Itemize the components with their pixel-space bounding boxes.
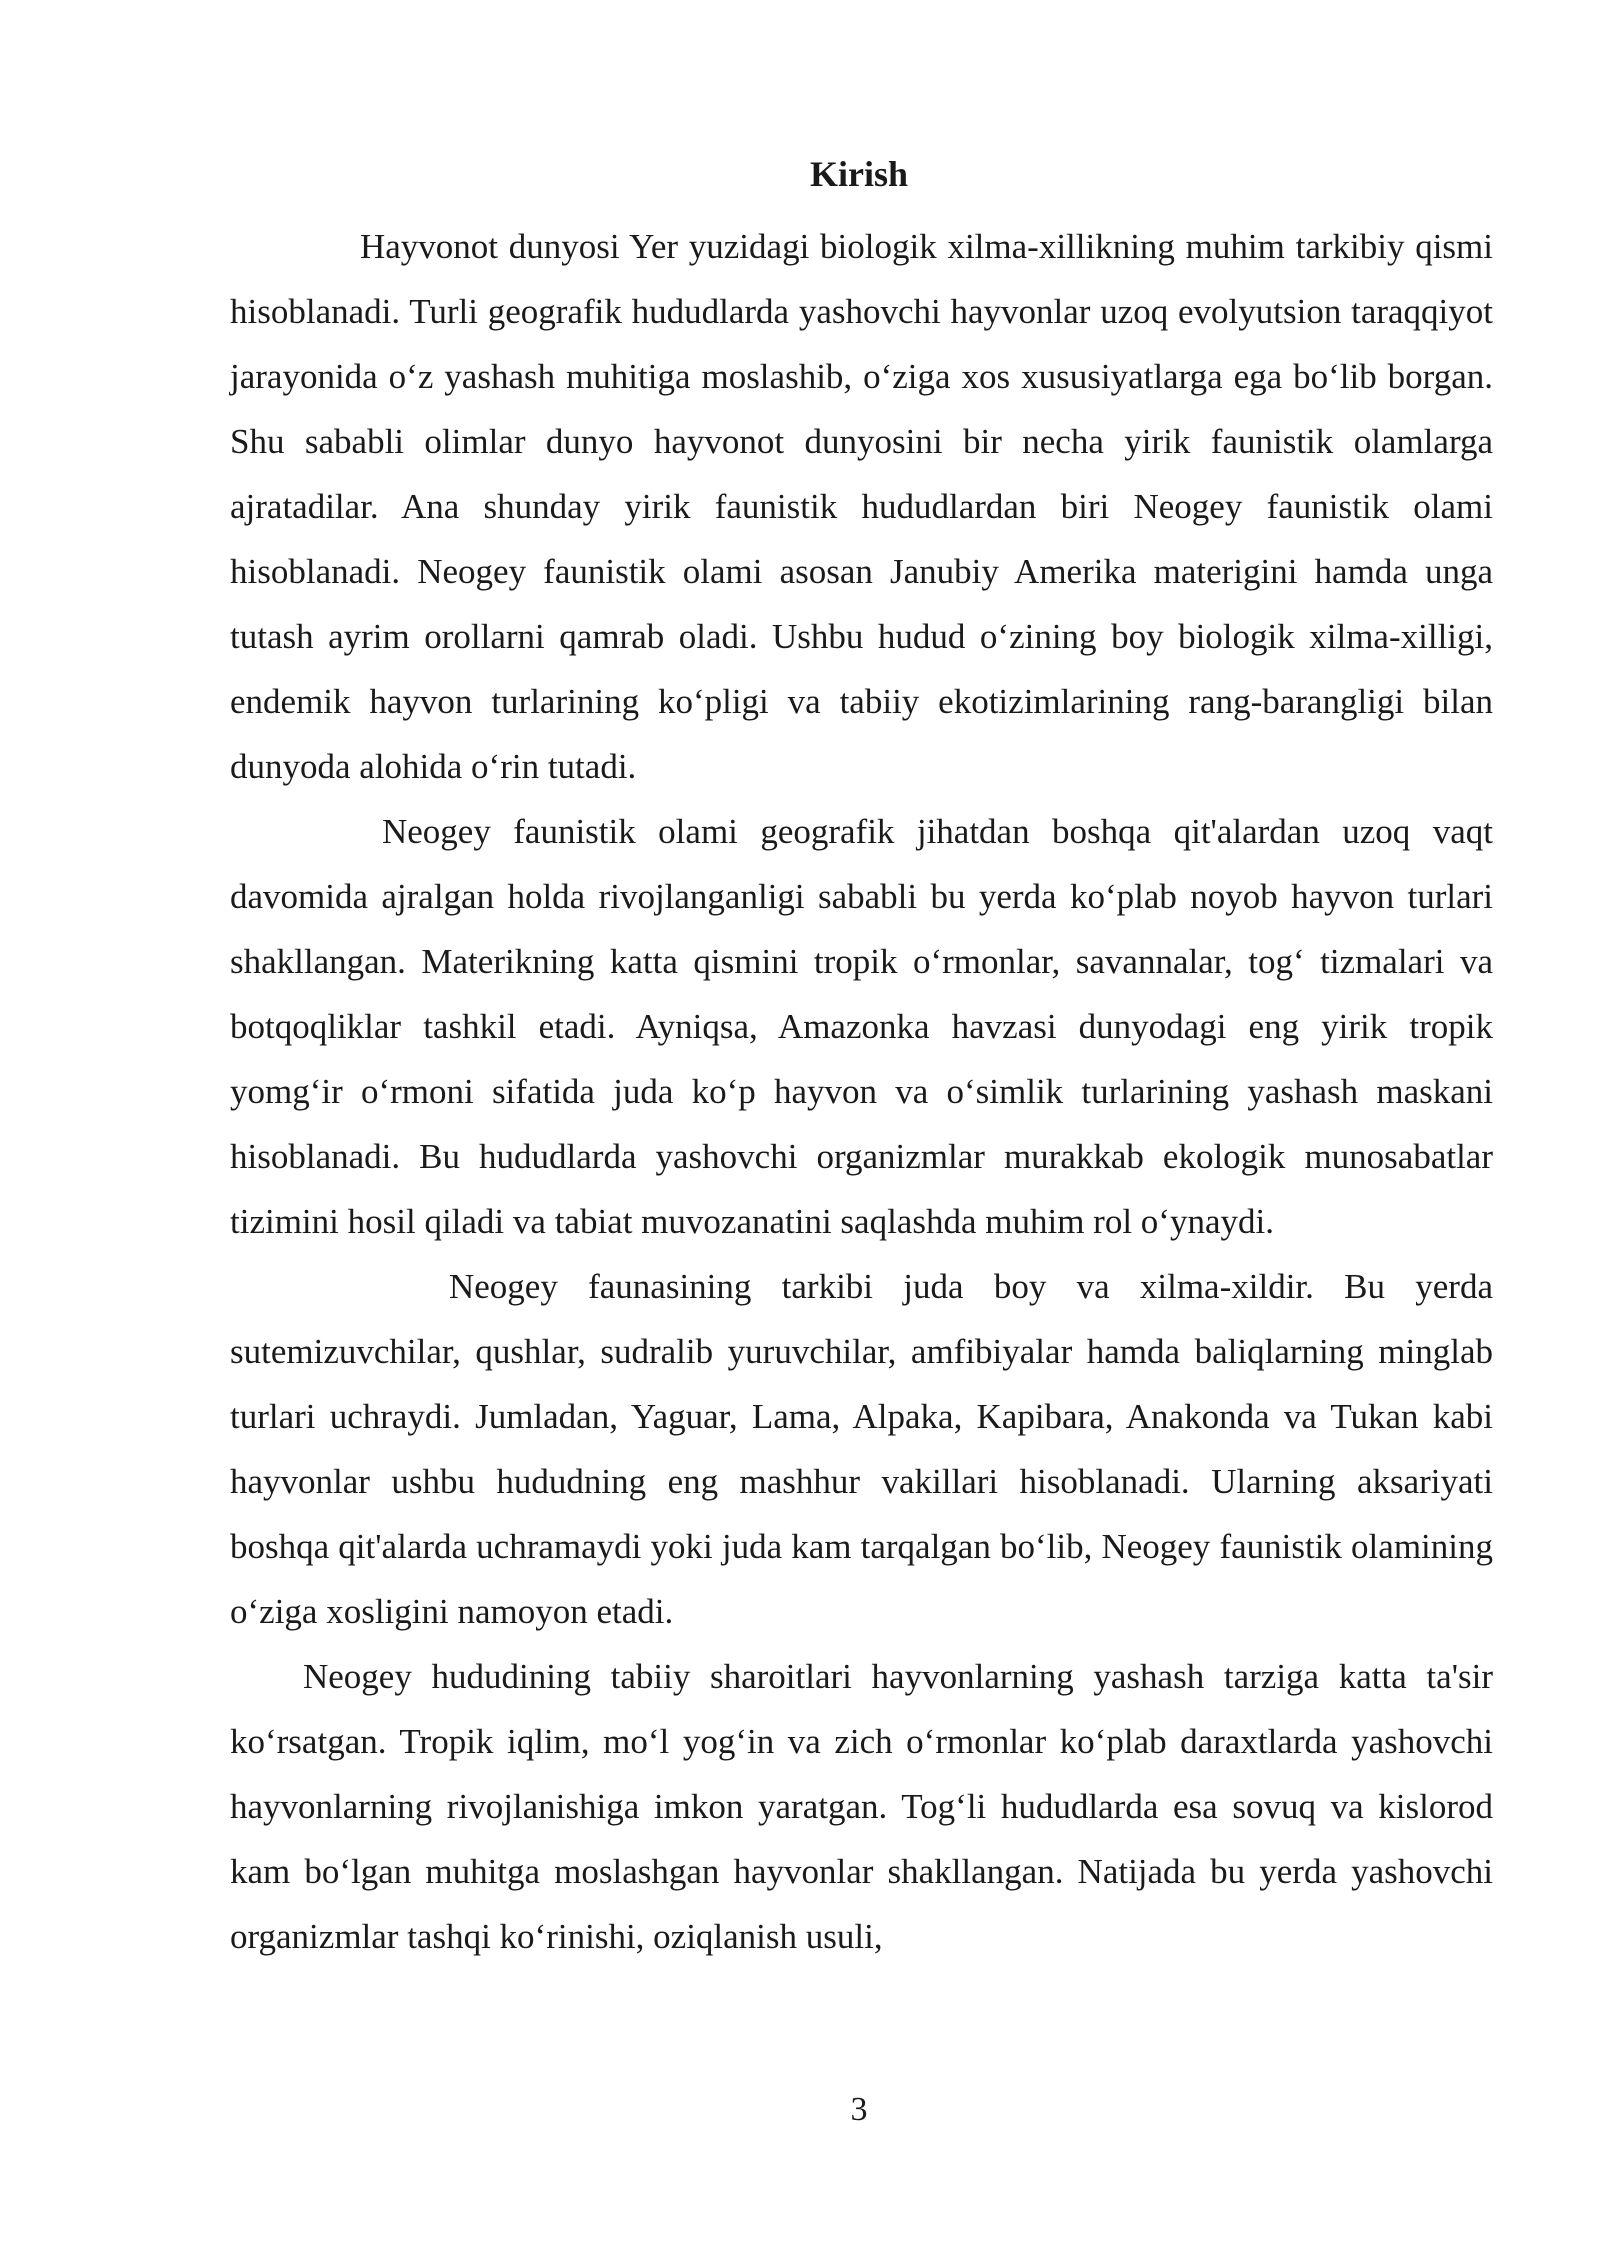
paragraph-3: Neogey faunasining tarkibi juda boy va xilma-xildir. Bu yerda sutemizuvchilar, qushlar, sudralib yuruvchilar, amfibiyalar hamda baliqlarning minglab turlari uchraydi. Jumladan, Yaguar, Lama, Alpaka, Kapibara, Anakonda va Tukan kabi hayvonlar ushbu hududning eng mashhur vakillari hisoblanadi. Ularning aksariyati boshqa qit'alarda uchramaydi yoki juda kam tarqalgan bo‘lib, Neogey faunistik olamining o‘ziga xosligini namoyon etadi. [230,1267,1493,1631]
page-number: 3 [850,2091,868,2128]
body-text [230,214,1493,1969]
paragraph-1: Hayvonot dunyosi Yer yuzidagi biologik xilma-xillikning muhim tarkibiy qismi hisoblanadi. Turli geografik hududlarda yashovchi hayvonlar uzoq evolyutsion taraqqiyot jarayonida o‘z yashash muhitiga moslashib, o‘ziga xos xususiyatlarga ega bo‘lib borgan. Shu sababli olimlar dunyo hayvonot dunyosini bir necha yirik faunistik olamlarga ajratadilar. Ana shunday yirik faunistik hududlardan biri Neogey faunistik olami hisoblanadi. Neogey faunistik olami asosan Janubiy Amerika materigini hamda unga tutash ayrim orollarni qamrab oladi. Ushbu hudud o‘zining boy biologik xilma-xilligi, endemik hayvon turlarining ko‘pligi va tabiiy ekotizimlarining rang-barangligi bilan dunyoda alohida o‘rin tutadi. [230,227,1493,786]
section-heading: Kirish [809,154,908,194]
paragraph-4: Neogey hududining tabiiy sharoitlari hayvonlarning yashash tarziga katta ta'sir ko‘rsatgan. Tropik iqlim, mo‘l yog‘in va zich o‘rmonlar ko‘plab daraxtlarda yashovchi hayvonlarning rivojlanishiga imkon yaratgan. Tog‘li hududlarda esa sovuq va kislorod kam bo‘lgan muhitga moslashgan hayvonlar shakllangan. Natijada bu yerda yashovchi organizmlar tashqi ko‘rinishi, oziqlanish usuli, [230,1657,1493,1956]
paragraph-2: Neogey faunistik olami geografik jihatdan boshqa qit'alardan uzoq vaqt davomida ajralgan holda rivojlanganligi sababli bu yerda ko‘plab noyob hayvon turlari shakllangan. Materikning katta qismini tropik o‘rmonlar, savannalar, tog‘ tizmalari va botqoqliklar tashkil etadi. Ayniqsa, Amazonka havzasi dunyodagi eng yirik tropik yomg‘ir o‘rmoni sifatida juda ko‘p hayvon va o‘simlik turlarining yashash maskani hisoblanadi. Bu hududlarda yashovchi organizmlar murakkab ekologik munosabatlar tizimini hosil qiladi va tabiat muvozanatini saqlashda muhim rol o‘ynaydi. [230,812,1493,1241]
